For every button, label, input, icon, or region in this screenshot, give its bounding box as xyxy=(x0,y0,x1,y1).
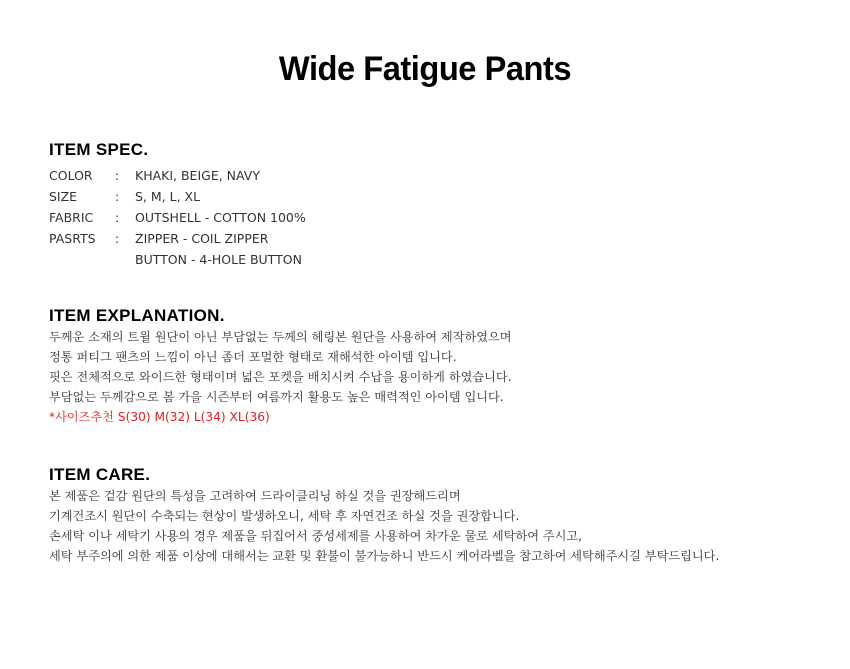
item-spec-heading: ITEM SPEC. xyxy=(49,140,149,159)
spec-table xyxy=(49,165,306,270)
explanation-text xyxy=(49,327,512,427)
care-text xyxy=(49,486,719,566)
spec-key: SIZE xyxy=(49,189,78,204)
explanation-line: 정통 퍼티그 팬츠의 느낌이 아닌 좀더 포멀한 형태로 재해석한 아이템 입니다. xyxy=(49,350,457,364)
spec-colon: : xyxy=(115,189,120,204)
spec-row-parts xyxy=(49,228,306,249)
care-line: 세탁 부주의에 의한 제품 이상에 대해서는 교환 및 환불이 불가능하니 반드시 케어라벨을 참고하여 세탁해주시길 부탁드립니다. xyxy=(49,549,720,563)
care-line: 손세탁 이나 세탁기 사용의 경우 제품을 뒤집어서 중성세제를 사용하여 차가운 물로 세탁하여 주시고, xyxy=(49,529,583,543)
spec-value: BUTTON - 4-HOLE BUTTON xyxy=(135,252,302,267)
spec-row-color xyxy=(49,165,306,186)
spec-row-fabric xyxy=(49,207,306,228)
care-line: 기계건조시 원단이 수축되는 현상이 발생하오니, 세탁 후 자연건조 하실 것을 권장합니다. xyxy=(49,509,520,523)
spec-value: ZIPPER - COIL ZIPPER xyxy=(135,231,269,246)
spec-value: OUTSHELL - COTTON 100% xyxy=(135,210,306,225)
spec-row-parts-continued xyxy=(49,249,306,270)
page-title: Wide Fatigue Pants xyxy=(278,50,572,88)
spec-colon: : xyxy=(115,210,120,225)
item-explanation-heading: ITEM EXPLANATION. xyxy=(49,306,225,325)
spec-key: COLOR xyxy=(49,168,93,183)
explanation-line: 부담없는 두께감으로 봄 가을 시즌부터 여름까지 활용도 높은 매력적인 아이템 입니다. xyxy=(49,390,504,404)
spec-colon: : xyxy=(115,231,120,246)
spec-colon: : xyxy=(115,168,120,183)
size-recommendation-note: *사이즈추천 S(30) M(32) L(34) XL(36) xyxy=(49,410,270,424)
care-line: 본 제품은 겉감 원단의 특성을 고려하여 드라이클리닝 하실 것을 권장해드리며 xyxy=(49,489,461,503)
spec-value: KHAKI, BEIGE, NAVY xyxy=(135,168,260,183)
item-care-heading: ITEM CARE. xyxy=(49,465,151,484)
explanation-line: 두께운 소재의 트윌 원단이 아닌 부담없는 두께의 헤링본 원단을 사용하여 제작하였으며 xyxy=(49,330,512,344)
spec-key: FABRIC xyxy=(49,210,94,225)
spec-value: S, M, L, XL xyxy=(135,189,201,204)
spec-key: PASRTS xyxy=(49,231,96,246)
spec-row-size xyxy=(49,186,306,207)
explanation-line: 핏은 전체적으로 와이드한 형태이며 넓은 포켓을 배치시켜 수납을 용이하게 하였습니다. xyxy=(49,370,512,384)
